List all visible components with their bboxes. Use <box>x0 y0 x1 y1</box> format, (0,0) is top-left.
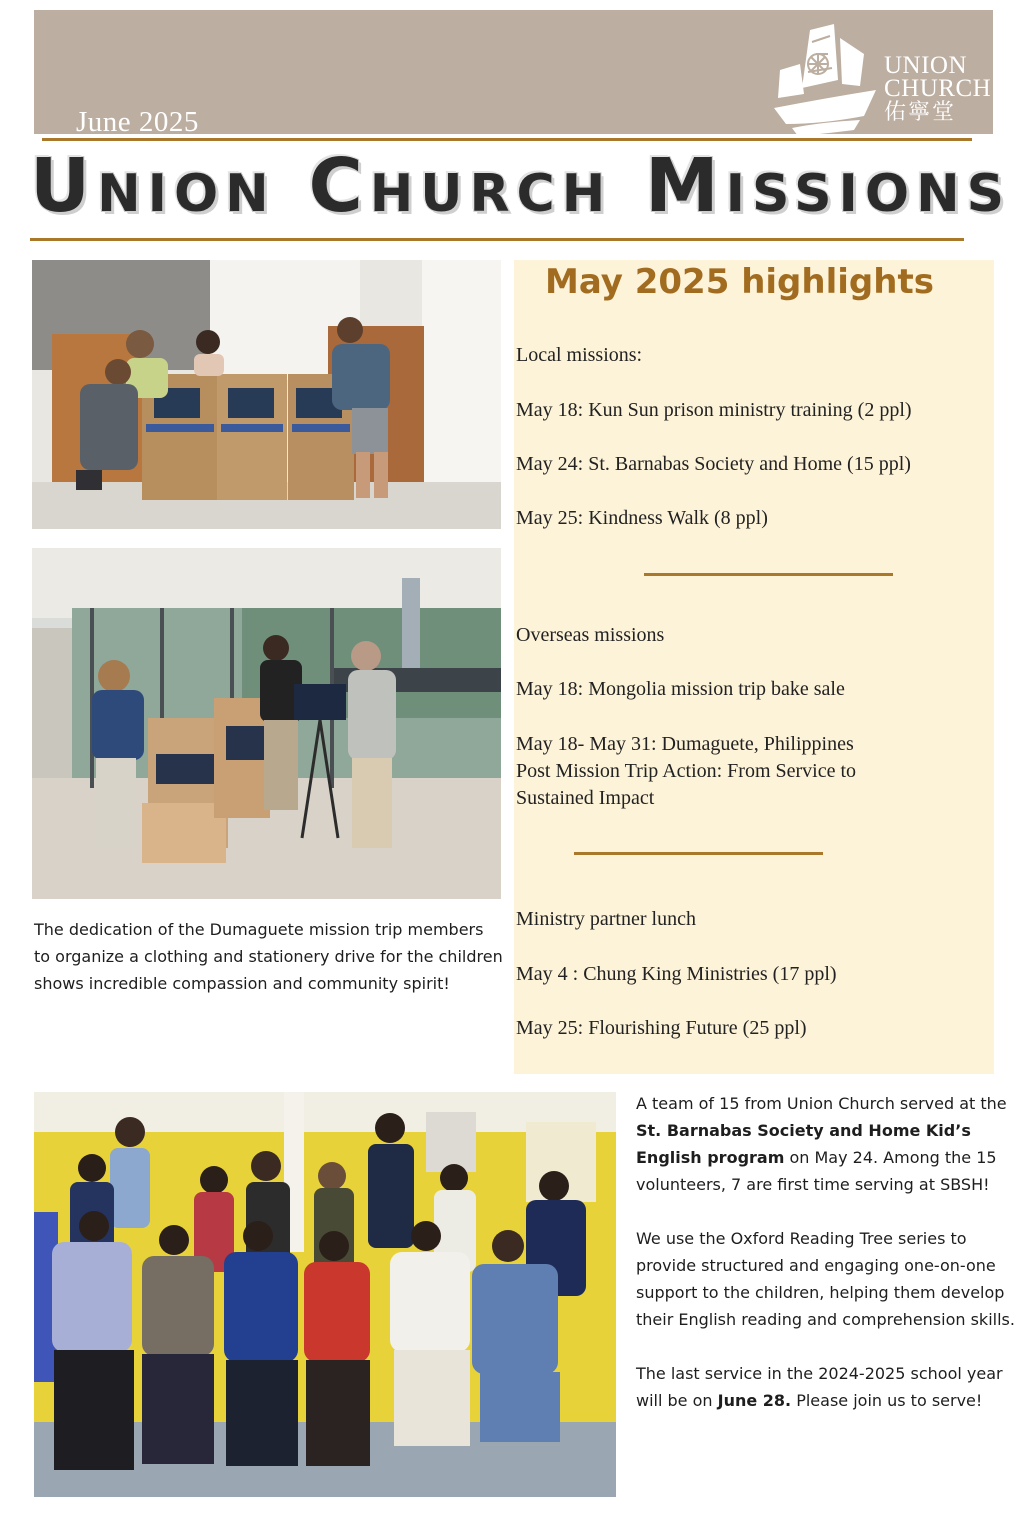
local-mission-item: May 24: St. Barnabas Society and Home (15 ppl) <box>516 453 911 475</box>
logo-line-church: CHURCH <box>884 75 992 102</box>
story-text: on May 24. Among the 15 volunteers, 7 are first time serving at SBSH! <box>636 1148 997 1194</box>
overseas-mission-item-line: Sustained Impact <box>516 787 655 809</box>
logo-line-union: UNION <box>884 52 968 79</box>
overseas-mission-item-line: Post Mission Trip Action: From Service to <box>516 760 857 782</box>
issue-date: June 2025 <box>76 106 199 138</box>
story-paragraph-1 <box>636 1090 1020 1198</box>
local-mission-item: May 18: Kun Sun prison ministry training (2 ppl) <box>516 399 912 421</box>
logo-wordmark <box>884 54 991 123</box>
story-text: Please join us to serve! <box>791 1391 983 1410</box>
local-mission-item: May 25: Kindness Walk (8 ppl) <box>516 507 768 529</box>
donation-boxes-photo <box>32 260 501 529</box>
junk-boat-logo-icon <box>772 24 880 140</box>
title-bottom-rule <box>30 238 964 241</box>
program-name: St. Barnabas Society and Home Kid’s English program <box>636 1121 971 1167</box>
logo-chinese-name: 佑寧堂 <box>884 99 957 124</box>
overseas-missions-heading: Overseas missions <box>516 624 665 646</box>
highlights-title: May 2025 highlights <box>545 262 934 302</box>
section-divider <box>574 852 823 855</box>
story-paragraph-3 <box>636 1360 1020 1414</box>
partner-lunch-item: May 4 : Chung King Ministries (17 ppl) <box>516 963 837 985</box>
stationery-drive-photo <box>32 548 501 899</box>
story-text: A team of 15 from Union Church served at the <box>636 1094 1007 1113</box>
service-date: June 28. <box>717 1391 792 1410</box>
sbsh-story <box>636 1090 1020 1441</box>
dumaguete-caption: The dedication of the Dumaguete mission trip members to organize a clothing and stationery drive for the children shows incredible compassion and community spirit! <box>34 920 503 993</box>
partner-lunch-heading: Ministry partner lunch <box>516 908 696 930</box>
story-paragraph-2: We use the Oxford Reading Tree series to provide structured and engaging one-on-one support to the children, helping them develop their English reading and comprehension skills. <box>636 1229 1015 1329</box>
overseas-mission-item-line: May 18- May 31: Dumaguete, Philippines <box>516 733 854 755</box>
overseas-mission-item: May 18: Mongolia mission trip bake sale <box>516 678 845 700</box>
church-logo <box>772 24 1022 140</box>
story-text: The last service in the 2024-2025 school year will be on <box>636 1364 1003 1410</box>
highlights-panel <box>514 260 994 1074</box>
partner-lunch-item: May 25: Flourishing Future (25 ppl) <box>516 1017 807 1039</box>
header-banner <box>34 10 993 138</box>
sbsh-volunteers-group-photo <box>34 1092 616 1497</box>
page-title: Union Church Missions <box>30 143 1012 229</box>
local-missions-heading: Local missions: <box>516 344 643 366</box>
section-divider <box>644 573 893 576</box>
